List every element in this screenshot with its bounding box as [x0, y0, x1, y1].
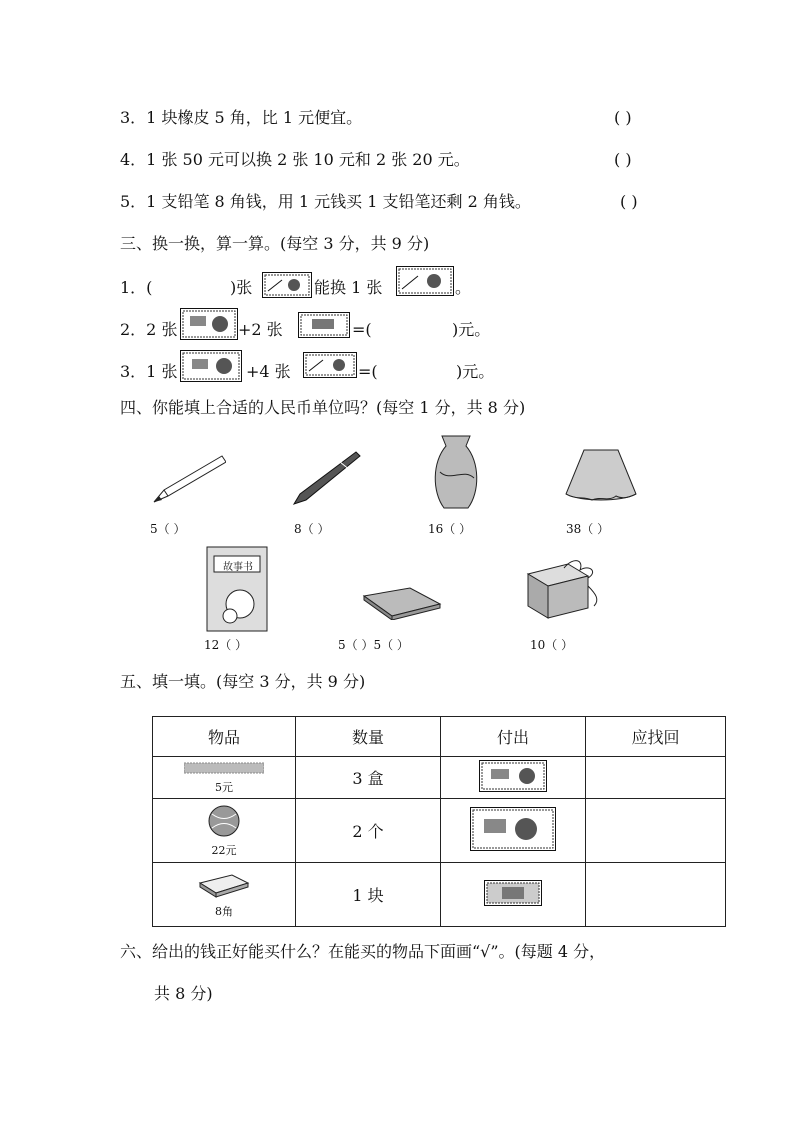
- section4-title: 四、你能填上合适的人民币单位吗？(每空 1 分，共 8 分): [120, 398, 526, 417]
- banknote-icon: [470, 807, 556, 851]
- banknote-icon: [479, 760, 547, 792]
- judge-q3: 3．1 块橡皮 5 角，比 1 元便宜。: [120, 108, 363, 127]
- item-caption: 10（ ）: [530, 638, 574, 652]
- col-header-item: 物品: [153, 717, 296, 757]
- book-title: 故事书: [223, 562, 253, 573]
- answer-paren[interactable]: ( ): [614, 150, 632, 169]
- s3-q3-c: =(: [358, 362, 378, 381]
- s3-q2-c: =(: [352, 320, 372, 339]
- table-row: [153, 799, 726, 863]
- item-caption: 8（ ）: [294, 522, 330, 536]
- section6-title: 六、给出的钱正好能买什么？在能买的物品下面画“√”。(每题 4 分，: [120, 942, 606, 961]
- banknote-icon: [180, 350, 242, 382]
- section5-title: 五、填一填。(每空 3 分，共 9 分): [120, 672, 366, 691]
- judge-q4: 4．1 张 50 元可以换 2 张 10 元和 2 张 20 元。: [120, 150, 470, 169]
- banknote-icon: [484, 880, 542, 906]
- ball-icon: [204, 804, 244, 838]
- col-header-paid: 付出: [441, 717, 586, 757]
- paid-cell: [441, 863, 586, 927]
- s3-q1-d: 。: [455, 278, 472, 297]
- judge-q5: 5．1 支铅笔 8 角钱，用 1 元钱买 1 支铅笔还剩 2 角钱。: [120, 192, 531, 211]
- item-caption: 38（ ）: [566, 522, 610, 536]
- banknote-icon: [262, 272, 312, 298]
- change-cell[interactable]: [586, 863, 726, 927]
- answer-paren[interactable]: ( ): [614, 108, 632, 127]
- qty-cell: 1 块: [296, 863, 441, 927]
- s3-q1-a: 1．(: [120, 278, 153, 297]
- eraser-icon: [198, 871, 250, 899]
- snack-box-icon: [184, 761, 264, 775]
- section3-title: 三、换一换，算一算。(每空 3 分，共 9 分): [120, 234, 430, 253]
- skirt-icon: [562, 446, 640, 508]
- item-price: 22元: [211, 843, 237, 857]
- s3-q2-a: 2．2 张: [120, 320, 178, 339]
- pencil-box-icon: [362, 586, 442, 624]
- item-caption: 12（ ）: [204, 638, 248, 652]
- paid-cell: [441, 757, 586, 799]
- item-caption: 5（ ）5（ ）: [338, 638, 409, 652]
- answer-paren[interactable]: ( ): [620, 192, 638, 211]
- paid-cell: [441, 799, 586, 863]
- s3-q2-b: +2 张: [238, 320, 283, 339]
- vase-icon: [430, 432, 482, 516]
- item-cell: [153, 757, 296, 799]
- section6-title-cont: 共 8 分): [154, 984, 213, 1003]
- banknote-icon: [180, 308, 238, 340]
- s3-q2-d: )元。: [452, 320, 491, 339]
- col-header-change: 应找回: [586, 717, 726, 757]
- banknote-icon: [298, 312, 350, 338]
- item-cell: [153, 799, 296, 863]
- pen-icon: [290, 448, 362, 512]
- s3-q3-b: +4 张: [246, 362, 291, 381]
- s3-q1-c: 能换 1 张: [314, 278, 383, 297]
- qty-cell: 2 个: [296, 799, 441, 863]
- gift-box-icon: [524, 556, 604, 626]
- book-icon: [206, 546, 268, 636]
- change-cell[interactable]: [586, 757, 726, 799]
- qty-cell: 3 盒: [296, 757, 441, 799]
- item-price: 8角: [215, 904, 233, 918]
- exchange-table: [152, 716, 726, 927]
- s3-q3-d: )元。: [456, 362, 495, 381]
- col-header-qty: 数量: [296, 717, 441, 757]
- s3-q3-a: 3．1 张: [120, 362, 178, 381]
- table-row: [153, 863, 726, 927]
- banknote-icon: [396, 266, 454, 296]
- pencil-icon: [150, 450, 226, 510]
- change-cell[interactable]: [586, 799, 726, 863]
- banknote-icon: [303, 352, 357, 378]
- s3-q1-b: )张: [230, 278, 253, 297]
- item-caption: 5（ ）: [150, 522, 186, 536]
- item-price: 5元: [215, 781, 233, 794]
- item-caption: 16（ ）: [428, 522, 472, 536]
- table-row: [153, 757, 726, 799]
- item-cell: [153, 863, 296, 927]
